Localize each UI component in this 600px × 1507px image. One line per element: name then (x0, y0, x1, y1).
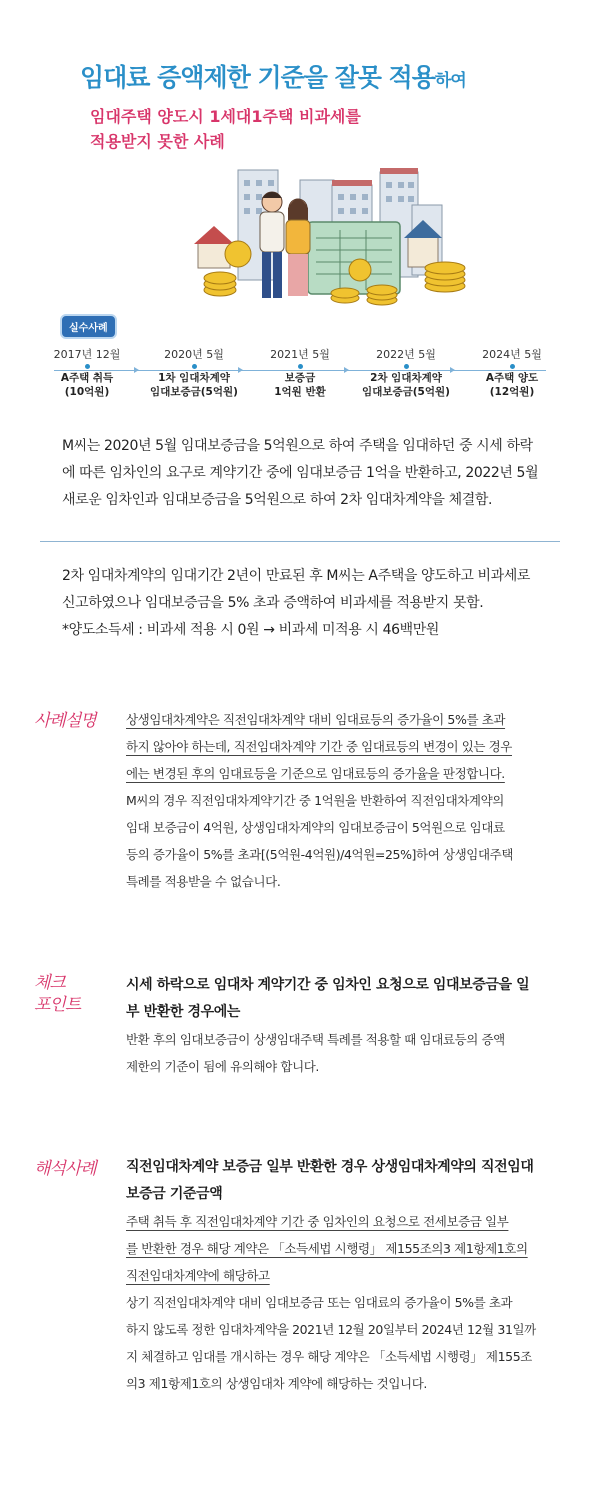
section-label (34, 972, 80, 1016)
timeline-event: 1차 임대차계약 (158, 372, 230, 384)
hero-title-tail: 하여 (434, 71, 466, 91)
body-line: M씨의 경우 직전임대차계약기간 중 1억원을 반환하여 직전임대차계약의 (126, 793, 504, 808)
couple-with-coins-illustration (150, 150, 480, 320)
timeline-dot (192, 364, 197, 369)
body-line: 상기 직전임대차계약 대비 임대보증금 또는 임대료의 증가율이 5%를 초과 (126, 1295, 513, 1310)
timeline-event-detail: 1억원 반환 (274, 386, 326, 398)
highlighted-line: 주택 취득 후 직전임대차계약 기간 중 임차인의 요청으로 전세보증금 일부 (126, 1214, 509, 1229)
timeline-event: A주택 취득 (60, 372, 114, 384)
hero-subtitle (90, 104, 361, 154)
case-summary (62, 433, 562, 514)
section-heading: 부 반환한 경우에는 (126, 1004, 240, 1020)
hero-title-main: 임대료 증액제한 기준을 잘못 적용 (80, 63, 435, 92)
body-line: 지 체결하고 임대를 개시하는 경우 해당 계약은 「소득세법 시행령」 제155조 (126, 1349, 532, 1364)
section-label-line: 체크 (34, 973, 65, 993)
outcome-line: 신고하였으나 임대보증금을 5% 초과 증액하여 비과세를 적용받지 못함. (62, 595, 484, 611)
hero-banner (0, 0, 600, 334)
timeline-date: 2022년 5월 (376, 348, 436, 361)
timeline-item (351, 346, 461, 399)
section-body (126, 972, 556, 1080)
timeline-item (139, 346, 249, 399)
check-point-section (0, 972, 600, 1102)
timeline-date: 2024년 5월 (482, 348, 542, 361)
timeline (40, 346, 560, 406)
timeline-event: A주택 양도 (485, 372, 539, 384)
section-label: 사례설명 (34, 711, 96, 731)
ruling-case-section (0, 1158, 600, 1448)
timeline-event-detail: 임대보증금(5억원) (150, 386, 238, 398)
highlighted-line: 에는 변경된 후의 임대료등을 기준으로 임대료등의 증가율을 판정합니다. (126, 766, 505, 781)
divider (40, 541, 560, 542)
timeline-event-detail: (10억원) (64, 386, 110, 398)
hero-title (80, 58, 466, 94)
timeline-date: 2017년 12월 (53, 348, 121, 361)
hero-subtitle-line: 임대주택 양도시 1세대1주택 비과세를 (90, 107, 361, 126)
outcome-line: 2차 임대차계약의 임대기간 2년이 만료된 후 M씨는 A주택을 양도하고 비과세로 (62, 568, 531, 584)
summary-line: M씨는 2020년 5월 임대보증금을 5억원으로 하여 주택을 임대하던 중 시세 하락 (62, 438, 533, 454)
timeline-event-detail: 임대보증금(5억원) (362, 386, 450, 398)
body-line: 제한의 기준이 됨에 유의해야 합니다. (126, 1059, 319, 1074)
couple-icon (260, 192, 310, 298)
body-line: 등의 증가율이 5%를 초과[(5억원-4억원)/4억원=25%]하여 상생임대주택 (126, 847, 513, 862)
case-explanation-section (0, 710, 600, 930)
timeline-event: 보증금 (284, 372, 316, 384)
timeline-item (457, 346, 567, 399)
body-line: 하지 않도록 정한 임대차계약을 2021년 12월 20일부터 2024년 12월 31일까 (126, 1322, 536, 1337)
highlighted-line: 하지 않아야 하는데, 직전임대차계약 기간 중 임대료등의 변경이 있는 경우 (126, 739, 512, 754)
section-heading: 직전임대차계약 보증금 일부 반환한 경우 상생임대차계약의 직전임대 (126, 1159, 534, 1175)
tax-note: *양도소득세 : 비과세 적용 시 0원 → 비과세 미적용 시 46백만원 (62, 622, 439, 638)
body-line: 반환 후의 임대보증금이 상생임대주택 특례를 적용할 때 임대료등의 증액 (126, 1032, 505, 1047)
body-line: 의3 제1항제1호의 상생임대차 계약에 해당하는 것입니다. (126, 1376, 427, 1391)
timeline-dot (85, 364, 90, 369)
case-type-badge: 실수사례 (60, 314, 117, 339)
calculator-icon (308, 222, 400, 294)
timeline-item (32, 346, 142, 399)
hero-subtitle-line: 적용받지 못한 사례 (90, 132, 225, 151)
section-label: 해석사례 (34, 1159, 96, 1179)
case-outcome (62, 563, 562, 644)
summary-line: 새로운 임차인과 임대보증금을 5억원으로 하여 2차 임대차계약을 체결함. (62, 492, 493, 508)
timeline-date: 2021년 5월 (270, 348, 330, 361)
highlighted-line: 직전임대차계약에 해당하고 (126, 1268, 270, 1283)
summary-line: 에 따른 임차인의 요구로 계약기간 중에 임대보증금 1억을 반환하고, 2022년 5월 (62, 465, 539, 481)
highlighted-line: 를 반환한 경우 해당 계약은 「소득세법 시행령」 제155조의3 제1항제1호의 (126, 1241, 528, 1256)
section-heading: 시세 하락으로 임대차 계약기간 중 임차인 요청으로 임대보증금을 일 (126, 977, 530, 993)
highlighted-line: 상생임대차계약은 직전임대차계약 대비 임대료등의 증가율이 5%를 초과 (126, 712, 506, 727)
section-label-line: 포인트 (34, 995, 81, 1015)
body-line: 임대 보증금이 4억원, 상생임대차계약의 임대보증금이 5억원으로 임대료 (126, 820, 505, 835)
timeline-event-detail: (12억원) (489, 386, 535, 398)
timeline-date: 2020년 5월 (164, 348, 224, 361)
body-line: 특례를 적용받을 수 없습니다. (126, 874, 281, 889)
timeline-dot (404, 364, 409, 369)
timeline-dot (298, 364, 303, 369)
section-body (126, 706, 556, 895)
section-body (126, 1154, 556, 1397)
section-heading: 보증금 기준금액 (126, 1186, 223, 1202)
timeline-event: 2차 임대차계약 (370, 372, 442, 384)
timeline-dot (510, 364, 515, 369)
timeline-item (245, 346, 355, 399)
